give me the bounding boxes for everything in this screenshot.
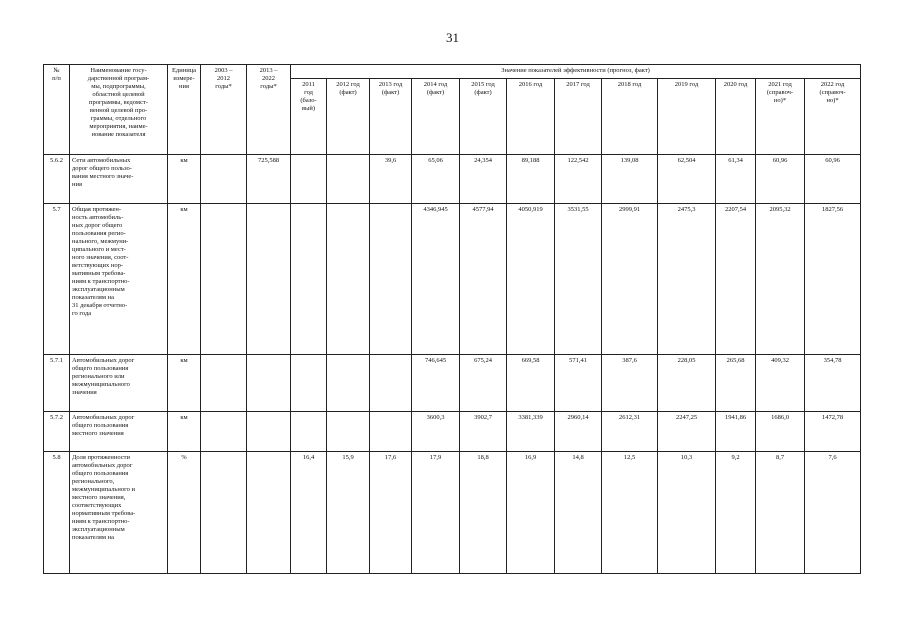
header-year: 2022 год (справоч- но)* — [805, 79, 861, 155]
row-value: 14,8 — [555, 452, 602, 574]
row-value: 8,7 — [756, 452, 805, 574]
row-unit: км — [168, 412, 201, 452]
row-value: 122,542 — [555, 155, 602, 204]
row-value: 3531,55 — [555, 204, 602, 355]
row-value — [327, 355, 370, 412]
row-name: Сети автомобильных дорог общего пользо- вания местного значе- ния — [70, 155, 168, 204]
row-value: 24,354 — [460, 155, 507, 204]
row-value: 60,96 — [805, 155, 861, 204]
table-row — [44, 204, 861, 355]
page-number: 31 — [446, 30, 459, 45]
row-value: 2960,14 — [555, 412, 602, 452]
row-value: 16,9 — [507, 452, 555, 574]
table-row — [44, 412, 861, 452]
row-value: 4050,919 — [507, 204, 555, 355]
row-value: 2612,31 — [602, 412, 658, 452]
row-value: 228,05 — [658, 355, 716, 412]
row-name: Автомобильных дорог общего пользования регионального или межмуниципального значения — [70, 355, 168, 412]
header-year: 2021 год (справоч- но)* — [756, 79, 805, 155]
row-value: 4346,945 — [412, 204, 460, 355]
row-name: Общая протяжен- ность автомобиль- ных дорог общего пользования регио- нального, межмуни- ципального и мест- ного значения, соот- ветствующих нор- мативным требова- ниям к транспортно- эксплуатационным показателям на 31 декабря отчетно- го года — [70, 204, 168, 355]
row-value: 354,78 — [805, 355, 861, 412]
row-value-2003-2012 — [201, 452, 247, 574]
header-year: 2015 год (факт) — [460, 79, 507, 155]
row-value: 17,9 — [412, 452, 460, 574]
header-row-1 — [44, 65, 861, 79]
row-value: 1827,56 — [805, 204, 861, 355]
row-value-2013-2022: 725,588 — [247, 155, 291, 204]
table-row — [44, 355, 861, 412]
row-value: 7,6 — [805, 452, 861, 574]
header-no: № п/п — [44, 65, 70, 155]
table-row — [44, 155, 861, 204]
row-value — [291, 155, 327, 204]
row-value: 12,5 — [602, 452, 658, 574]
row-value-2003-2012 — [201, 355, 247, 412]
row-value-2013-2022 — [247, 412, 291, 452]
row-value: 17,6 — [370, 452, 412, 574]
row-number: 5.7 — [44, 204, 70, 355]
header-year: 2019 год — [658, 79, 716, 155]
row-value — [327, 204, 370, 355]
row-value: 61,34 — [716, 155, 756, 204]
header-unit: Единица измере- ния — [168, 65, 201, 155]
row-value: 2207,54 — [716, 204, 756, 355]
row-value: 18,8 — [460, 452, 507, 574]
row-value: 746,645 — [412, 355, 460, 412]
row-value-2013-2022 — [247, 452, 291, 574]
row-value-2003-2012 — [201, 155, 247, 204]
row-value: 571,41 — [555, 355, 602, 412]
row-value-2013-2022 — [247, 204, 291, 355]
row-value — [327, 412, 370, 452]
row-value — [370, 204, 412, 355]
row-value: 65,06 — [412, 155, 460, 204]
row-value: 39,6 — [370, 155, 412, 204]
row-value: 1472,78 — [805, 412, 861, 452]
row-value: 387,6 — [602, 355, 658, 412]
header-year: 2012 год (факт) — [327, 79, 370, 155]
row-value: 675,24 — [460, 355, 507, 412]
header-year: 2020 год — [716, 79, 756, 155]
header-year: 2016 год — [507, 79, 555, 155]
header-year: 2018 год — [602, 79, 658, 155]
row-value: 2247,25 — [658, 412, 716, 452]
row-number: 5.7.1 — [44, 355, 70, 412]
header-2013-2022: 2013 – 2022 годы* — [247, 65, 291, 155]
row-value: 89,188 — [507, 155, 555, 204]
row-value: 62,504 — [658, 155, 716, 204]
header-2003-2012: 2003 – 2012 годы* — [201, 65, 247, 155]
row-value: 60,96 — [756, 155, 805, 204]
row-value: 2475,3 — [658, 204, 716, 355]
row-value: 3902,7 — [460, 412, 507, 452]
row-value: 10,3 — [658, 452, 716, 574]
row-value: 669,58 — [507, 355, 555, 412]
row-unit: % — [168, 452, 201, 574]
table-row — [44, 452, 861, 574]
row-value-2013-2022 — [247, 355, 291, 412]
row-value: 409,32 — [756, 355, 805, 412]
header-year: 2017 год — [555, 79, 602, 155]
performance-indicators-table — [43, 64, 861, 574]
row-name: Доля протяженности автомобильных дорог общего пользования регионального, межмуниципального и местного значения, соответствующих нормативным требова- ниям к транспортно- эксплуатационным показателям на — [70, 452, 168, 574]
row-value: 16,4 — [291, 452, 327, 574]
row-value: 2999,91 — [602, 204, 658, 355]
row-value: 3600,3 — [412, 412, 460, 452]
row-value: 1941,86 — [716, 412, 756, 452]
row-value — [291, 204, 327, 355]
row-name: Автомобильных дорог общего пользования местного значения — [70, 412, 168, 452]
header-group-title: Значение показателей эффективности (прогноз, факт) — [291, 65, 861, 79]
header-year: 2014 год (факт) — [412, 79, 460, 155]
row-number: 5.7.2 — [44, 412, 70, 452]
row-value: 9,2 — [716, 452, 756, 574]
row-value: 15,9 — [327, 452, 370, 574]
header-year: 2013 год (факт) — [370, 79, 412, 155]
row-value: 4577,94 — [460, 204, 507, 355]
row-number: 5.6.2 — [44, 155, 70, 204]
row-value — [370, 355, 412, 412]
row-number: 5.8 — [44, 452, 70, 574]
header-year: 2011 год (базо- вый) — [291, 79, 327, 155]
row-value: 2095,32 — [756, 204, 805, 355]
row-value — [327, 155, 370, 204]
row-value — [291, 355, 327, 412]
row-value: 265,68 — [716, 355, 756, 412]
row-unit: км — [168, 204, 201, 355]
row-value: 3381,339 — [507, 412, 555, 452]
row-unit: км — [168, 355, 201, 412]
row-value-2003-2012 — [201, 412, 247, 452]
header-name: Наименование госу- дарственной програм- мы, подпрограммы, областной целевой программы, ведомст- венной целевой про- граммы, отдельного мероприятия, наиме- нование показателя — [70, 65, 168, 155]
row-value: 1686,0 — [756, 412, 805, 452]
row-unit: км — [168, 155, 201, 204]
row-value-2003-2012 — [201, 204, 247, 355]
row-value: 139,08 — [602, 155, 658, 204]
row-value — [370, 412, 412, 452]
row-value — [291, 412, 327, 452]
